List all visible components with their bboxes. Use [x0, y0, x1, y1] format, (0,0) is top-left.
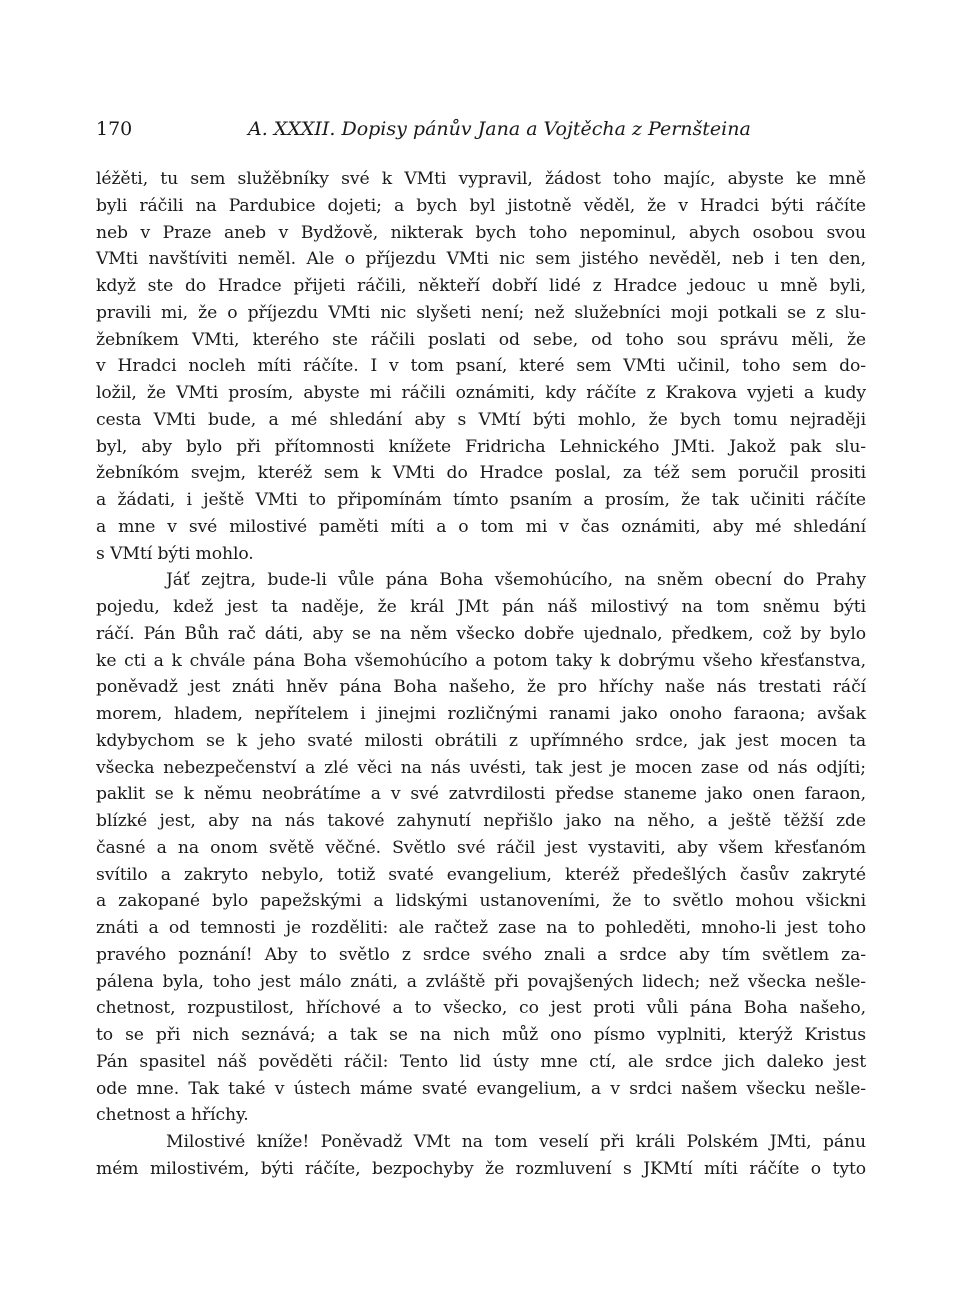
- text-line: když ste do Hradce přijeti ráčili, někteří dobří lidé z Hradce jedouc u mně byli,: [96, 276, 866, 296]
- text-line: neb v Praze aneb v Bydžově, nikterak bych toho nepominul, abych osobou svou: [96, 222, 866, 243]
- running-head-title: A. XXXII. Dopisy pánův Jana a Vojtěcha z Pernšteina: [248, 118, 751, 140]
- page-number: 170: [96, 118, 133, 140]
- text-line: žebníkóm svejm, kteréž sem k VMti do Hradce poslal, za též sem poručil prositi: [96, 463, 866, 484]
- text-line: to se při nich seznává; a tak se na nich můž ono písmo vyplniti, kterýž Kristus: [96, 1025, 866, 1045]
- text-line: a mne v své milostivé paměti míti a o tom mi v čas oznámiti, aby mé shledání: [96, 516, 866, 537]
- body-text: [96, 166, 866, 1183]
- text-line: Milostivé kníže! Poněvadž VMt na tom veselí při králi Polském JMti, pánu: [166, 1132, 866, 1152]
- text-line: ode mne. Tak také v ústech máme svaté evangelium, a v srdci našem všecku nešle-: [96, 1078, 866, 1099]
- paragraph: [96, 166, 866, 567]
- text-line: chetnost, rozpustilost, hříchové a to všecko, co jest proti vůli pána Boha našeho,: [96, 998, 866, 1019]
- text-line: ložil, že VMti prosím, abyste mi ráčili oznámiti, kdy ráčíte z Krakova vyjeti a kudy: [96, 383, 866, 403]
- running-head: [96, 118, 866, 148]
- text-line: a zakopané bylo papežskými a lidskými ustanoveními, že to světlo mohou všickni: [96, 891, 866, 912]
- text-line: byl, aby bylo při přítomnosti knížete Fridricha Lehnického JMti. Jakož pak slu-: [96, 436, 866, 457]
- text-line: kdybychom se k jeho svaté milosti obrátili z upřímného srdce, jak jest mocen ta: [96, 730, 866, 751]
- text-line: VMti navštíviti neměl. Ale o příjezdu VMti nic sem jistého nevěděl, neb i ten den,: [96, 249, 866, 270]
- text-line: ráčí. Pán Bůh rač dáti, aby se na něm všecko dobře ujednalo, předkem, což by bylo: [96, 623, 866, 644]
- text-line: chetnost a hříchy.: [96, 1105, 249, 1126]
- text-line: a žádati, i ještě VMti to připomínám tímto psaním a prosím, že tak učiniti ráčíte: [96, 490, 866, 510]
- text-line: blízké jest, aby na nás takové zahynutí nepřišlo jako na něho, a ještě těžší zde: [96, 811, 866, 831]
- text-line: pravého poznání! Aby to světlo z srdce svého znali a srdce aby tím světlem za-: [96, 944, 866, 965]
- text-line: Jáť zejtra, bude-li vůle pána Boha všemohúcího, na sněm obecní do Prahy: [166, 570, 866, 591]
- text-line: Pán spasitel náš pověděti ráčil: Tento lid ústy mne ctí, ale srdce jich daleko jest: [96, 1051, 866, 1072]
- text-line: morem, hladem, nepřítelem i jinejmi rozličnými ranami jako onoho faraona; avšak: [96, 704, 866, 724]
- paragraph: [96, 1129, 866, 1183]
- text-line: pojedu, kdež jest ta naděje, že král JMt pán náš milostivý na tom sněmu býti: [96, 597, 866, 617]
- text-line: cesta VMti bude, a mé shledání aby s VMtí býti mohlo, že bych tomu nejraději: [96, 409, 866, 430]
- text-line: svítilo a zakryto nebylo, totiž svaté evangelium, kteréž předešlých časův zakryté: [96, 864, 866, 885]
- text-line: znáti a od temnosti je rozděliti: ale račtež zase na to pohleděti, mnoho-li jest toho: [96, 918, 866, 938]
- text-line: poněvadž jest znáti hněv pána Boha našeho, že pro hříchy naše nás trestati ráčí: [96, 677, 866, 698]
- text-line: všecka nebezpečenství a zlé věci na nás uvésti, tak jest je mocen zase od nás odjíti;: [96, 757, 866, 778]
- text-line: paklit se k němu neobrátíme a v své zatvrdilosti předse staneme jako onen faraon,: [96, 784, 866, 805]
- text-line: pravili mi, že o příjezdu VMti nic slyšeti není; než služebníci moji potkali se z slu-: [96, 302, 866, 323]
- text-line: ke cti a k chvále pána Boha všemohúcího a potom taky k dobrýmu všeho křesťanstva,: [96, 650, 866, 671]
- text-line: v Hradci nocleh míti ráčíte. I v tom psaní, které sem VMti učinil, toho sem do-: [96, 356, 866, 377]
- text-line: pálena byla, toho jest málo znáti, a zvláště při povajšených lidech; než všecka nešle-: [96, 971, 866, 992]
- text-line: časné a na onom světě věčné. Světlo své ráčil jest vystaviti, aby všem křesťanóm: [96, 837, 866, 858]
- text-line: léžěti, tu sem služěbníky své k VMti vypravil, žádost toho majíc, abyste ke mně: [96, 169, 866, 189]
- text-line: byli ráčili na Pardubice dojeti; a bych byl jistotně věděl, že v Hradci býti ráčíte: [96, 195, 866, 216]
- text-line: žebníkem VMti, kterého ste ráčili poslati od sebe, od toho sou správu měli, že: [96, 329, 866, 350]
- text-line: s VMtí býti mohlo.: [96, 543, 254, 564]
- paragraph: [96, 567, 866, 1129]
- text-line: mém milostivém, býti ráčíte, bezpochyby že rozmluvení s JKMtí míti ráčíte o tyto: [96, 1158, 866, 1179]
